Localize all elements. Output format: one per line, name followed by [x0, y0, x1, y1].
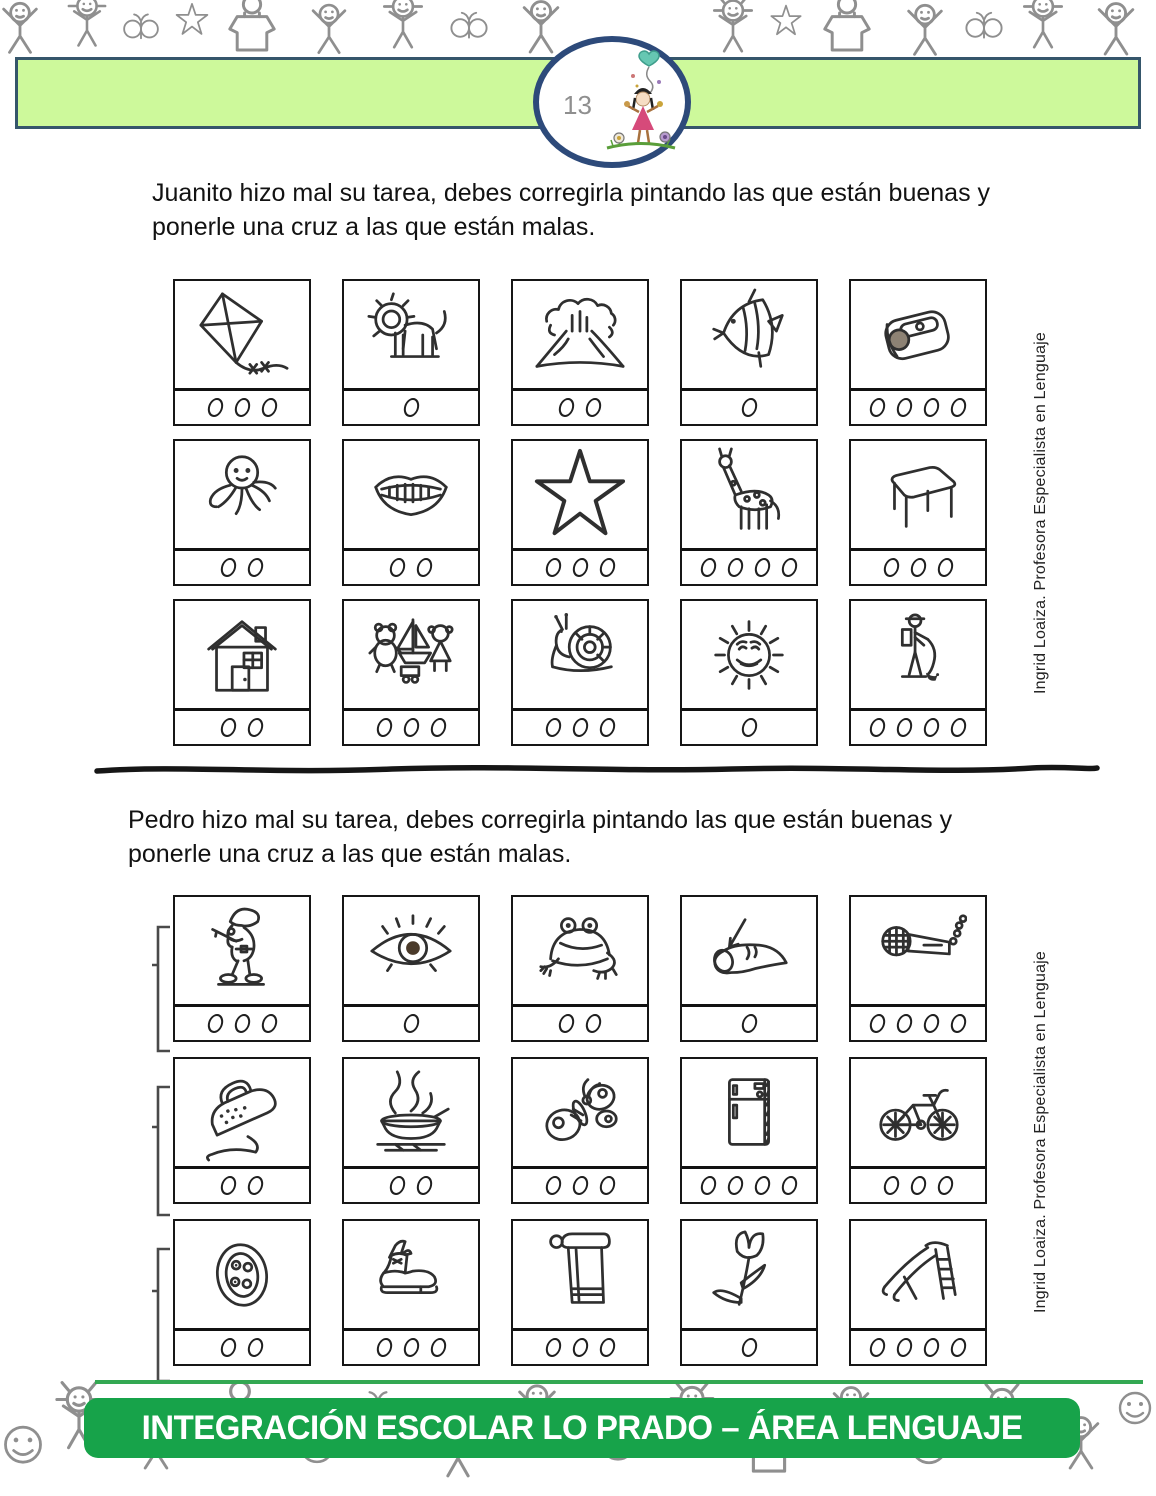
- frog-icon: [531, 902, 629, 1000]
- picture-card-microphone[interactable]: [849, 895, 987, 1042]
- picture-card-kite[interactable]: [173, 279, 311, 426]
- picture-grid-activity-2: [173, 895, 987, 1366]
- syllable-circles: [175, 1007, 309, 1040]
- syllable-circle: [740, 1014, 758, 1033]
- syllable-circle: [780, 558, 798, 577]
- syllable-circle: [895, 718, 913, 737]
- star-icon: [531, 446, 629, 544]
- picture-card-table[interactable]: [849, 439, 987, 586]
- star-picture[interactable]: [513, 441, 647, 551]
- toys-picture[interactable]: [344, 601, 478, 711]
- syllable-circle: [429, 718, 447, 737]
- footer-green-rule: [95, 1380, 1143, 1384]
- syllable-circle: [584, 398, 602, 417]
- syllable-circle: [868, 398, 886, 417]
- mouth-picture[interactable]: [344, 441, 478, 551]
- syllable-circles: [344, 1007, 478, 1040]
- microphone-picture[interactable]: [851, 897, 985, 1007]
- lion-picture[interactable]: [344, 281, 478, 391]
- fingernail-icon: [700, 902, 798, 1000]
- picture-card-eye[interactable]: [342, 895, 480, 1042]
- syllable-circle: [233, 398, 251, 417]
- syllable-circle: [699, 1176, 717, 1195]
- picture-card-tulip[interactable]: [680, 1219, 818, 1366]
- syllable-circles: [344, 1169, 478, 1202]
- kite-icon: [193, 286, 291, 384]
- syllable-circle: [882, 1176, 900, 1195]
- syllable-circles: [175, 391, 309, 424]
- octopus-picture[interactable]: [175, 441, 309, 551]
- picture-card-boot[interactable]: [342, 1219, 480, 1366]
- instruction-activity-2: Pedro hizo mal su tarea, debes corregirla pintando las que están buenas y ponerle una cruz a las que están malas.: [128, 806, 953, 868]
- syllable-circle: [375, 1338, 393, 1357]
- picture-card-butterfly[interactable]: [511, 1057, 649, 1204]
- syllable-circle: [726, 1176, 744, 1195]
- picture-grid-activity-1: [173, 279, 987, 746]
- table-picture[interactable]: [851, 441, 985, 551]
- picture-card-star[interactable]: [511, 439, 649, 586]
- eye-picture[interactable]: [344, 897, 478, 1007]
- syllable-circle: [895, 1338, 913, 1357]
- butterfly-icon: [531, 1064, 629, 1162]
- iron-picture[interactable]: [175, 1059, 309, 1169]
- syllable-circle: [584, 1014, 602, 1033]
- hiker-picture[interactable]: [851, 601, 985, 711]
- syllable-circle: [206, 398, 224, 417]
- syllable-circle: [949, 718, 967, 737]
- syllable-circle: [949, 1014, 967, 1033]
- butterfly-picture[interactable]: [513, 1059, 647, 1169]
- syllable-circles: [682, 551, 816, 584]
- page-number-badge: [533, 36, 691, 168]
- syllable-circle: [415, 1176, 433, 1195]
- refrigerator-picture[interactable]: [682, 1059, 816, 1169]
- syllable-circle: [402, 1014, 420, 1033]
- girl-with-balloon-drawing: [597, 46, 685, 160]
- syllable-circle: [936, 558, 954, 577]
- table-icon: [869, 446, 967, 544]
- syllable-circle: [780, 1176, 798, 1195]
- picture-card-bicycle[interactable]: [849, 1057, 987, 1204]
- syllable-circles: [175, 711, 309, 744]
- syllable-circle: [922, 718, 940, 737]
- syllable-circle: [949, 398, 967, 417]
- slide-icon: [869, 1226, 967, 1324]
- syllable-circles: [851, 391, 985, 424]
- button-icon: [193, 1226, 291, 1324]
- frog-picture[interactable]: [513, 897, 647, 1007]
- syllable-circles: [682, 1169, 816, 1202]
- syllable-circle: [544, 558, 562, 577]
- syllable-circles: [851, 1007, 985, 1040]
- bicycle-icon: [869, 1064, 967, 1162]
- dwarf-icon: [193, 902, 291, 1000]
- fish-icon: [700, 286, 798, 384]
- volcano-picture[interactable]: [513, 281, 647, 391]
- picture-card-frog[interactable]: [511, 895, 649, 1042]
- syllable-circle: [895, 398, 913, 417]
- picture-card-soup[interactable]: [342, 1057, 480, 1204]
- syllable-circle: [909, 558, 927, 577]
- syllable-circles: [682, 1331, 816, 1364]
- syllable-circle: [598, 1338, 616, 1357]
- syllable-circle: [922, 1014, 940, 1033]
- picture-card-giraffe[interactable]: [680, 439, 818, 586]
- instruction-activity-1: Juanito hizo mal su tarea, debes corregirla pintando las que están buenas y ponerle una cruz a las que están malas.: [152, 179, 991, 241]
- kite-picture[interactable]: [175, 281, 309, 391]
- row-bracket: [150, 925, 172, 1053]
- picture-card-octopus[interactable]: [173, 439, 311, 586]
- snail-picture[interactable]: [513, 601, 647, 711]
- page-number: 13: [563, 90, 592, 120]
- picture-card-lion[interactable]: [342, 279, 480, 426]
- syllable-circle: [949, 1338, 967, 1357]
- syllable-circles: [513, 391, 647, 424]
- lion-icon: [362, 286, 460, 384]
- syllable-circles: [344, 551, 478, 584]
- picture-card-fish[interactable]: [680, 279, 818, 426]
- syllable-circle: [402, 1338, 420, 1357]
- syllable-circle: [219, 718, 237, 737]
- towel-icon: [531, 1226, 629, 1324]
- syllable-circle: [219, 558, 237, 577]
- picture-card-sun[interactable]: [680, 599, 818, 746]
- syllable-circle: [571, 1176, 589, 1195]
- syllable-circle: [909, 1176, 927, 1195]
- sun-picture[interactable]: [682, 601, 816, 711]
- picture-card-volcano[interactable]: [511, 279, 649, 426]
- syllable-circles: [682, 711, 816, 744]
- syllable-circle: [868, 1338, 886, 1357]
- snail-icon: [531, 606, 629, 704]
- syllable-circles: [175, 551, 309, 584]
- syllable-circles: [682, 391, 816, 424]
- picture-card-slide[interactable]: [849, 1219, 987, 1366]
- syllable-circles: [851, 1169, 985, 1202]
- towel-picture[interactable]: [513, 1221, 647, 1331]
- syllable-circle: [415, 558, 433, 577]
- syllable-circle: [402, 398, 420, 417]
- soup-icon: [362, 1064, 460, 1162]
- syllable-circles: [513, 551, 647, 584]
- syllable-circle: [246, 718, 264, 737]
- giraffe-picture[interactable]: [682, 441, 816, 551]
- syllable-circle: [571, 718, 589, 737]
- volcano-icon: [531, 286, 629, 384]
- mouth-icon: [362, 446, 460, 544]
- syllable-circle: [868, 718, 886, 737]
- syllable-circle: [544, 718, 562, 737]
- refrigerator-icon: [700, 1064, 798, 1162]
- syllable-circles: [851, 711, 985, 744]
- syllable-circle: [557, 398, 575, 417]
- syllable-circle: [726, 558, 744, 577]
- fish-picture[interactable]: [682, 281, 816, 391]
- boot-icon: [362, 1226, 460, 1324]
- sun-icon: [700, 606, 798, 704]
- picture-card-hiker[interactable]: [849, 599, 987, 746]
- syllable-circle: [882, 558, 900, 577]
- row-bracket: [150, 1085, 172, 1217]
- footer-banner: [84, 1398, 1080, 1458]
- syllable-circle: [246, 1176, 264, 1195]
- picture-card-towel[interactable]: [511, 1219, 649, 1366]
- picture-card-fingernail[interactable]: [680, 895, 818, 1042]
- picture-card-toys[interactable]: [342, 599, 480, 746]
- syllable-circle: [740, 718, 758, 737]
- syllable-circle: [402, 718, 420, 737]
- syllable-circle: [753, 1176, 771, 1195]
- giraffe-icon: [700, 446, 798, 544]
- octopus-icon: [193, 446, 291, 544]
- syllable-circle: [388, 1176, 406, 1195]
- syllable-circle: [544, 1338, 562, 1357]
- syllable-circle: [598, 718, 616, 737]
- syllable-circle: [740, 1338, 758, 1357]
- eye-icon: [362, 902, 460, 1000]
- syllable-circle: [219, 1338, 237, 1357]
- picture-card-mouth[interactable]: [342, 439, 480, 586]
- syllable-circles: [513, 1169, 647, 1202]
- syllable-circle: [544, 1176, 562, 1195]
- syllable-circle: [598, 1176, 616, 1195]
- author-credit: Ingrid Loaiza. Profesora Especialista en Lenguaje: [1032, 950, 1049, 1314]
- syllable-circle: [206, 1014, 224, 1033]
- syllable-circles: [682, 1007, 816, 1040]
- footer-banner-text: INTEGRACIÓN ESCOLAR LO PRADO – ÁREA LENGUAJE: [141, 1408, 1023, 1447]
- syllable-circles: [344, 1331, 478, 1364]
- syllable-circle: [740, 398, 758, 417]
- picture-card-iron[interactable]: [173, 1057, 311, 1204]
- picture-card-dwarf[interactable]: [173, 895, 311, 1042]
- syllable-circle: [753, 558, 771, 577]
- button-picture[interactable]: [175, 1221, 309, 1331]
- row-bracket: [150, 1247, 172, 1383]
- house-icon: [193, 606, 291, 704]
- iron-icon: [193, 1064, 291, 1162]
- syllable-circle: [219, 1176, 237, 1195]
- syllable-circles: [344, 711, 478, 744]
- bicycle-picture[interactable]: [851, 1059, 985, 1169]
- syllable-circle: [868, 1014, 886, 1033]
- syllable-circle: [429, 1338, 447, 1357]
- syllable-circle: [557, 1014, 575, 1033]
- picture-card-house[interactable]: [173, 599, 311, 746]
- soup-picture[interactable]: [344, 1059, 478, 1169]
- syllable-circle: [246, 558, 264, 577]
- microphone-icon: [869, 902, 967, 1000]
- syllable-circle: [598, 558, 616, 577]
- syllable-circles: [851, 551, 985, 584]
- section-divider: [92, 762, 1102, 780]
- syllable-circles: [513, 711, 647, 744]
- syllable-circle: [233, 1014, 251, 1033]
- hiker-icon: [869, 606, 967, 704]
- syllable-circle: [571, 558, 589, 577]
- syllable-circles: [175, 1169, 309, 1202]
- syllable-circle: [260, 398, 278, 417]
- syllable-circle: [922, 1338, 940, 1357]
- syllable-circles: [175, 1331, 309, 1364]
- syllable-circles: [344, 391, 478, 424]
- sharpener-picture[interactable]: [851, 281, 985, 391]
- syllable-circle: [895, 1014, 913, 1033]
- syllable-circle: [246, 1338, 264, 1357]
- syllable-circle: [936, 1176, 954, 1195]
- fingernail-picture[interactable]: [682, 897, 816, 1007]
- tulip-picture[interactable]: [682, 1221, 816, 1331]
- syllable-circles: [851, 1331, 985, 1364]
- boot-picture[interactable]: [344, 1221, 478, 1331]
- tulip-icon: [700, 1226, 798, 1324]
- syllable-circle: [571, 1338, 589, 1357]
- dwarf-picture[interactable]: [175, 897, 309, 1007]
- syllable-circle: [699, 558, 717, 577]
- syllable-circle: [375, 718, 393, 737]
- slide-picture[interactable]: [851, 1221, 985, 1331]
- syllable-circle: [260, 1014, 278, 1033]
- syllable-circle: [922, 398, 940, 417]
- author-credit: Ingrid Loaiza. Profesora Especialista en Lenguaje: [1032, 331, 1049, 694]
- syllable-circles: [513, 1331, 647, 1364]
- syllable-circle: [388, 558, 406, 577]
- toys-icon: [362, 606, 460, 704]
- syllable-circles: [513, 1007, 647, 1040]
- house-picture[interactable]: [175, 601, 309, 711]
- picture-card-sharpener[interactable]: [849, 279, 987, 426]
- picture-card-button[interactable]: [173, 1219, 311, 1366]
- sharpener-icon: [869, 286, 967, 384]
- picture-card-refrigerator[interactable]: [680, 1057, 818, 1204]
- picture-card-snail[interactable]: [511, 599, 649, 746]
